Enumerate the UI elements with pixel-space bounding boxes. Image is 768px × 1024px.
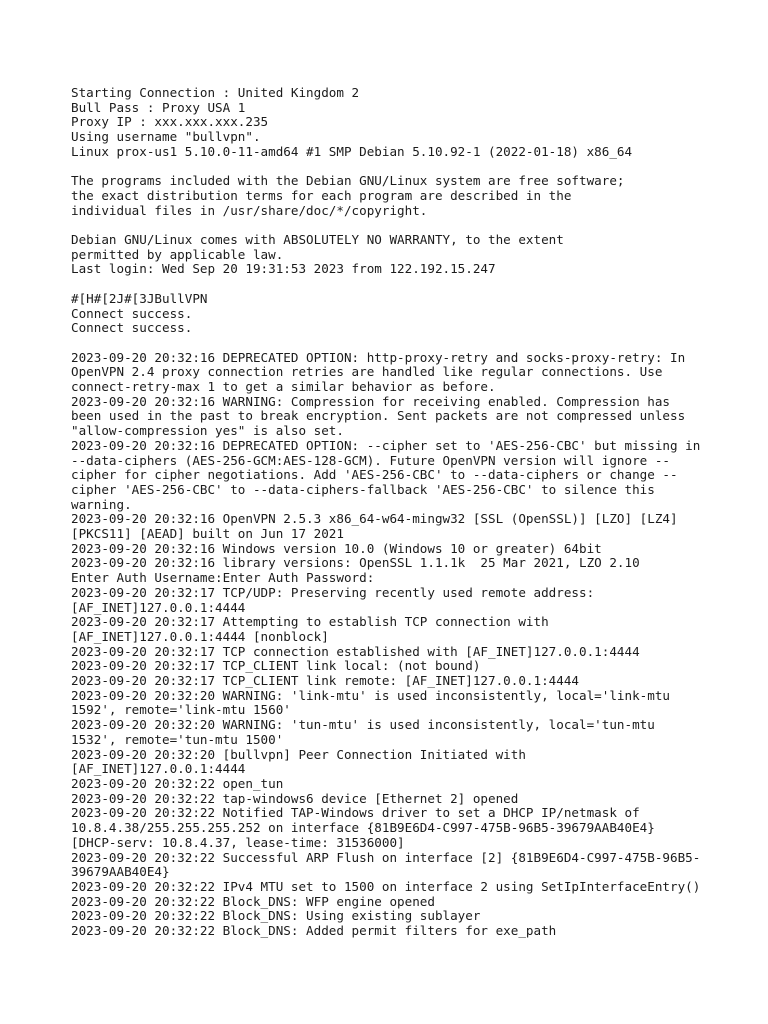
header-line: Using username "bullvpn". (71, 129, 261, 145)
log-line: been used in the past to break encryption. Sent packets are not compressed unless (71, 408, 686, 424)
log-line: 2023-09-20 20:32:17 Attempting to establish TCP connection with (71, 614, 549, 630)
log-line: 2023-09-20 20:32:17 TCP connection established with [AF_INET]127.0.0.1:4444 (71, 643, 640, 659)
log-line: 2023-09-20 20:32:20 WARNING: 'tun-mtu' is used inconsistently, local='tun-mtu (71, 717, 655, 733)
log-line: 2023-09-20 20:32:16 Windows version 10.0 (Windows 10 or greater) 64bit (71, 540, 602, 556)
warranty-line: permitted by applicable law. (71, 246, 284, 262)
connection-header (71, 86, 728, 160)
log-line: Enter Auth Username:Enter Auth Password: (71, 570, 375, 586)
log-line: --data-ciphers (AES-256-GCM:AES-128-GCM). Future OpenVPN version will ignore -- (71, 452, 670, 468)
log-line: 2023-09-20 20:32:22 Block_DNS: Added permit filters for exe_path (71, 923, 557, 939)
log-line: cipher 'AES-256-CBC' to --data-ciphers-fallback 'AES-256-CBC' to silence this (71, 481, 655, 497)
connect-status (71, 292, 728, 336)
log-line: 2023-09-20 20:32:22 Notified TAP-Windows driver to set a DHCP IP/netmask of (71, 805, 640, 821)
log-line: cipher for cipher negotiations. Add 'AES-256-CBC' to --data-ciphers or change -- (71, 467, 678, 483)
log-line: 2023-09-20 20:32:20 [bullvpn] Peer Connection Initiated with (71, 746, 526, 762)
log-line: [AF_INET]127.0.0.1:4444 (71, 599, 246, 615)
header-line: Starting Connection : United Kingdom 2 (71, 85, 360, 100)
log-line: 2023-09-20 20:32:16 library versions: OpenSSL 1.1.1k 25 Mar 2021, LZO 2.10 (71, 555, 640, 571)
header-line: Linux prox-us1 5.10.0-11-amd64 #1 SMP Debian 5.10.92-1 (2022-01-18) x86_64 (71, 143, 633, 159)
log-line: 2023-09-20 20:32:17 TCP/UDP: Preserving recently used remote address: (71, 584, 595, 600)
log-line: 2023-09-20 20:32:16 OpenVPN 2.5.3 x86_64-w64-mingw32 [SSL (OpenSSL)] [LZO] [LZ4] (71, 511, 678, 527)
blank-line (71, 277, 728, 292)
log-line: OpenVPN 2.4 proxy connection retries are handled like regular connections. Use (71, 364, 663, 380)
log-line: 2023-09-20 20:32:22 open_tun (71, 775, 284, 791)
header-line: Bull Pass : Proxy USA 1 (71, 99, 246, 115)
log-line: 2023-09-20 20:32:16 DEPRECATED OPTION: --cipher set to 'AES-256-CBC' but missing in (71, 437, 701, 453)
log-line: 2023-09-20 20:32:22 Successful ARP Flush on interface [2] {81B9E6D4-C997-475B-96B5- (71, 849, 701, 865)
license-line: The programs included with the Debian GNU/Linux system are free software; (71, 173, 625, 189)
warranty-line: Debian GNU/Linux comes with ABSOLUTELY NO WARRANTY, to the extent (71, 232, 564, 247)
blank-line (71, 336, 728, 351)
log-line: warning. (71, 496, 132, 512)
log-line: 2023-09-20 20:32:17 TCP_CLIENT link remote: [AF_INET]127.0.0.1:4444 (71, 673, 579, 689)
connect-line: Connect success. (71, 320, 193, 336)
log-line: "allow-compression yes" is also set. (71, 423, 344, 439)
log-line: 2023-09-20 20:32:22 IPv4 MTU set to 1500 on interface 2 using SetIpInterfaceEntry() (71, 878, 701, 894)
log-line: 2023-09-20 20:32:17 TCP_CLIENT link local: (not bound) (71, 658, 481, 674)
blank-line (71, 218, 728, 233)
warranty-line: Last login: Wed Sep 20 19:31:53 2023 from 122.192.15.247 (71, 261, 496, 277)
header-line: Proxy IP : xxx.xxx.xxx.235 (71, 114, 269, 130)
log-line: 2023-09-20 20:32:16 WARNING: Compression for receiving enabled. Compression has (71, 393, 670, 409)
blank-line (71, 160, 728, 175)
log-line: 1532', remote='tun-mtu 1500' (71, 731, 284, 747)
log-line: [AF_INET]127.0.0.1:4444 (71, 761, 246, 777)
warranty-notice (71, 233, 728, 277)
log-line: [DHCP-serv: 10.8.4.37, lease-time: 31536000] (71, 834, 405, 850)
connect-line: Connect success. (71, 305, 193, 321)
log-line: 10.8.4.38/255.255.255.252 on interface {81B9E6D4-C997-475B-96B5-39679AAB40E4} (71, 820, 655, 836)
log-line: 1592', remote='link-mtu 1560' (71, 702, 291, 718)
log-line: connect-retry-max 1 to get a similar behavior as before. (71, 379, 496, 394)
log-line: 2023-09-20 20:32:20 WARNING: 'link-mtu' is used inconsistently, local='link-mtu (71, 687, 670, 703)
license-line: the exact distribution terms for each program are described in the (71, 187, 572, 203)
license-line: individual files in /usr/share/doc/*/copyright. (71, 202, 428, 218)
log-line: 2023-09-20 20:32:22 Block_DNS: Using existing sublayer (71, 908, 481, 924)
license-notice (71, 174, 728, 218)
log-line: [AF_INET]127.0.0.1:4444 [nonblock] (71, 628, 329, 644)
openvpn-log (71, 351, 728, 939)
connect-line: #[H#[2J#[3JBullVPN (71, 290, 208, 306)
log-line: [PKCS11] [AEAD] built on Jun 17 2021 (71, 526, 344, 542)
log-line: 2023-09-20 20:32:16 DEPRECATED OPTION: http-proxy-retry and socks-proxy-retry: In (71, 349, 686, 365)
log-line: 39679AAB40E4} (71, 864, 170, 880)
log-line: 2023-09-20 20:32:22 tap-windows6 device [Ethernet 2] opened (71, 790, 519, 806)
log-line: 2023-09-20 20:32:22 Block_DNS: WFP engine opened (71, 893, 435, 909)
